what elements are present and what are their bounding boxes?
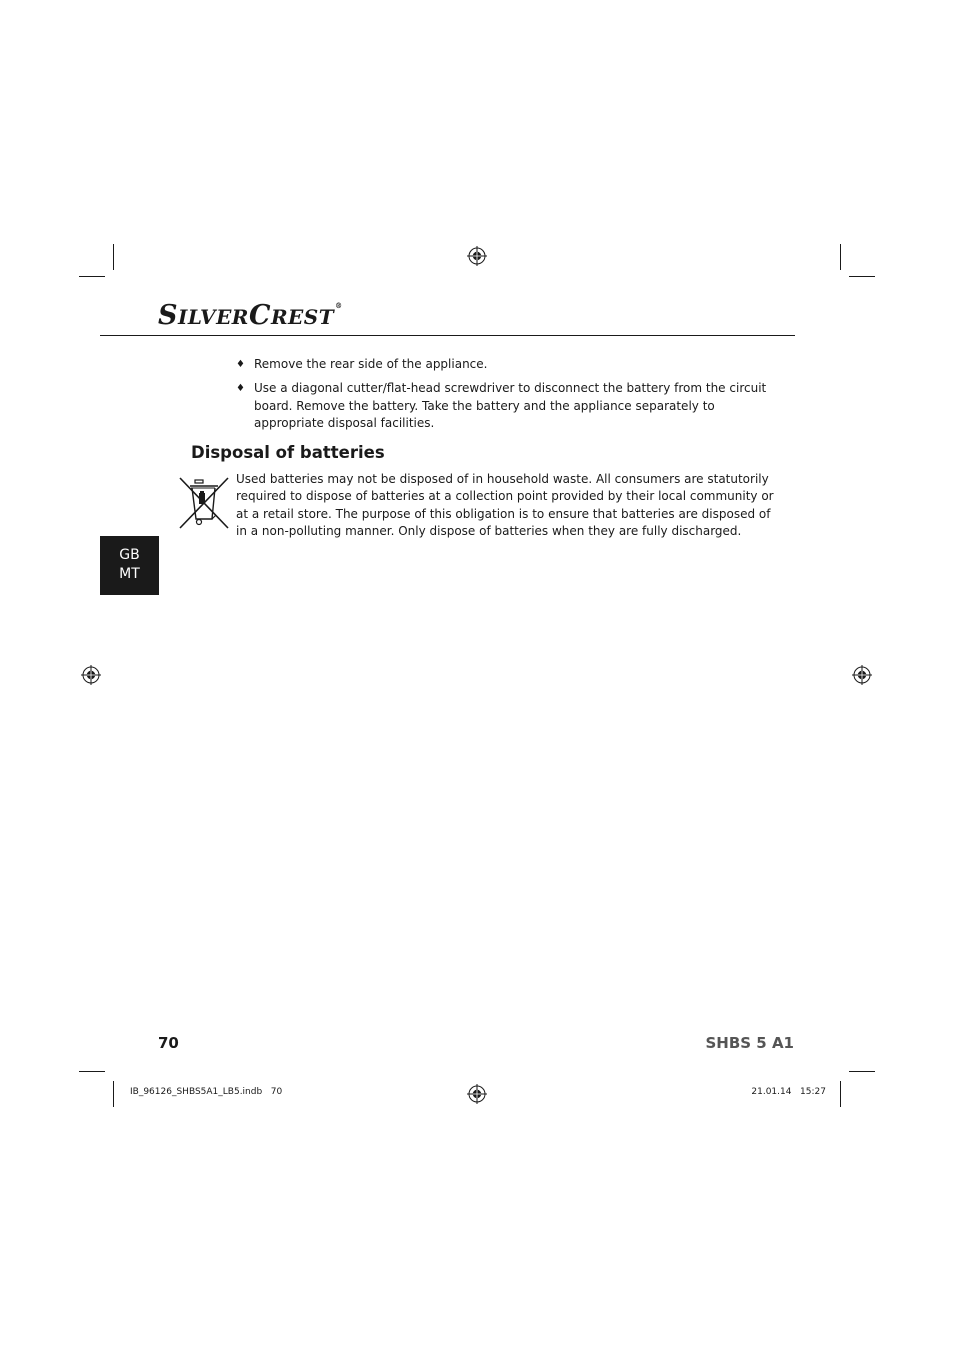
section-heading: Disposal of batteries xyxy=(191,443,385,462)
crop-mark-bottom-right-horizontal xyxy=(849,1071,875,1072)
bullet-item xyxy=(236,380,776,433)
diamond-bullet-icon: ♦ xyxy=(236,359,245,370)
page-number: 70 xyxy=(158,1034,179,1052)
bullet-item xyxy=(236,356,776,374)
bullet-text: Use a diagonal cutter/flat-head screwdriver to disconnect the battery from the circuit board. Remove the battery. Take the battery and the appliance separately to appropriate disposal facilities. xyxy=(254,381,767,430)
crop-mark-top-right-vertical xyxy=(840,244,841,270)
slug-date-time: 21.01.14 15:27 xyxy=(751,1087,826,1097)
battery-disposal-text: Used batteries may not be disposed of in household waste. All consumers are statutorily required to dispose of batteries at a collection point provided by their local community or at a retail store. The purpose of this obligation is to ensure that batteries are disposed of in a non-polluting manner. Only dispose of batteries when they are fully discharged. xyxy=(236,472,774,539)
diamond-bullet-icon: ♦ xyxy=(236,383,245,394)
registered-trademark: ® xyxy=(335,301,343,310)
slug-file-name: IB_96126_SHBS5A1_LB5.indb 70 xyxy=(130,1087,283,1097)
crop-mark-top-right-horizontal xyxy=(849,276,875,277)
logo-letters-rest: REST xyxy=(270,305,335,329)
registration-mark-icon xyxy=(467,1084,487,1104)
bullet-text: Remove the rear side of the appliance. xyxy=(254,357,488,371)
crop-mark-bottom-left-horizontal xyxy=(79,1071,105,1072)
registration-mark-icon xyxy=(852,665,872,685)
crop-mark-bottom-left-vertical xyxy=(113,1081,114,1107)
logo-letter-c: C xyxy=(248,300,271,331)
model-name: SHBS 5 A1 xyxy=(705,1034,794,1052)
registration-mark-icon xyxy=(81,665,101,685)
silvercrest-logo xyxy=(158,302,343,329)
logo-letter-s: S xyxy=(158,300,178,331)
crop-mark-top-left-horizontal xyxy=(79,276,105,277)
registration-mark-icon xyxy=(467,246,487,266)
language-code-mt: MT xyxy=(119,566,140,582)
header-rule xyxy=(100,335,795,336)
crop-mark-bottom-right-vertical xyxy=(840,1081,841,1107)
language-tab xyxy=(100,536,159,595)
logo-letters-ilver: ILVER xyxy=(178,305,249,329)
crop-mark-top-left-vertical xyxy=(113,244,114,270)
language-code-gb: GB xyxy=(119,547,140,563)
crossed-out-wheelie-bin-icon xyxy=(178,475,230,531)
